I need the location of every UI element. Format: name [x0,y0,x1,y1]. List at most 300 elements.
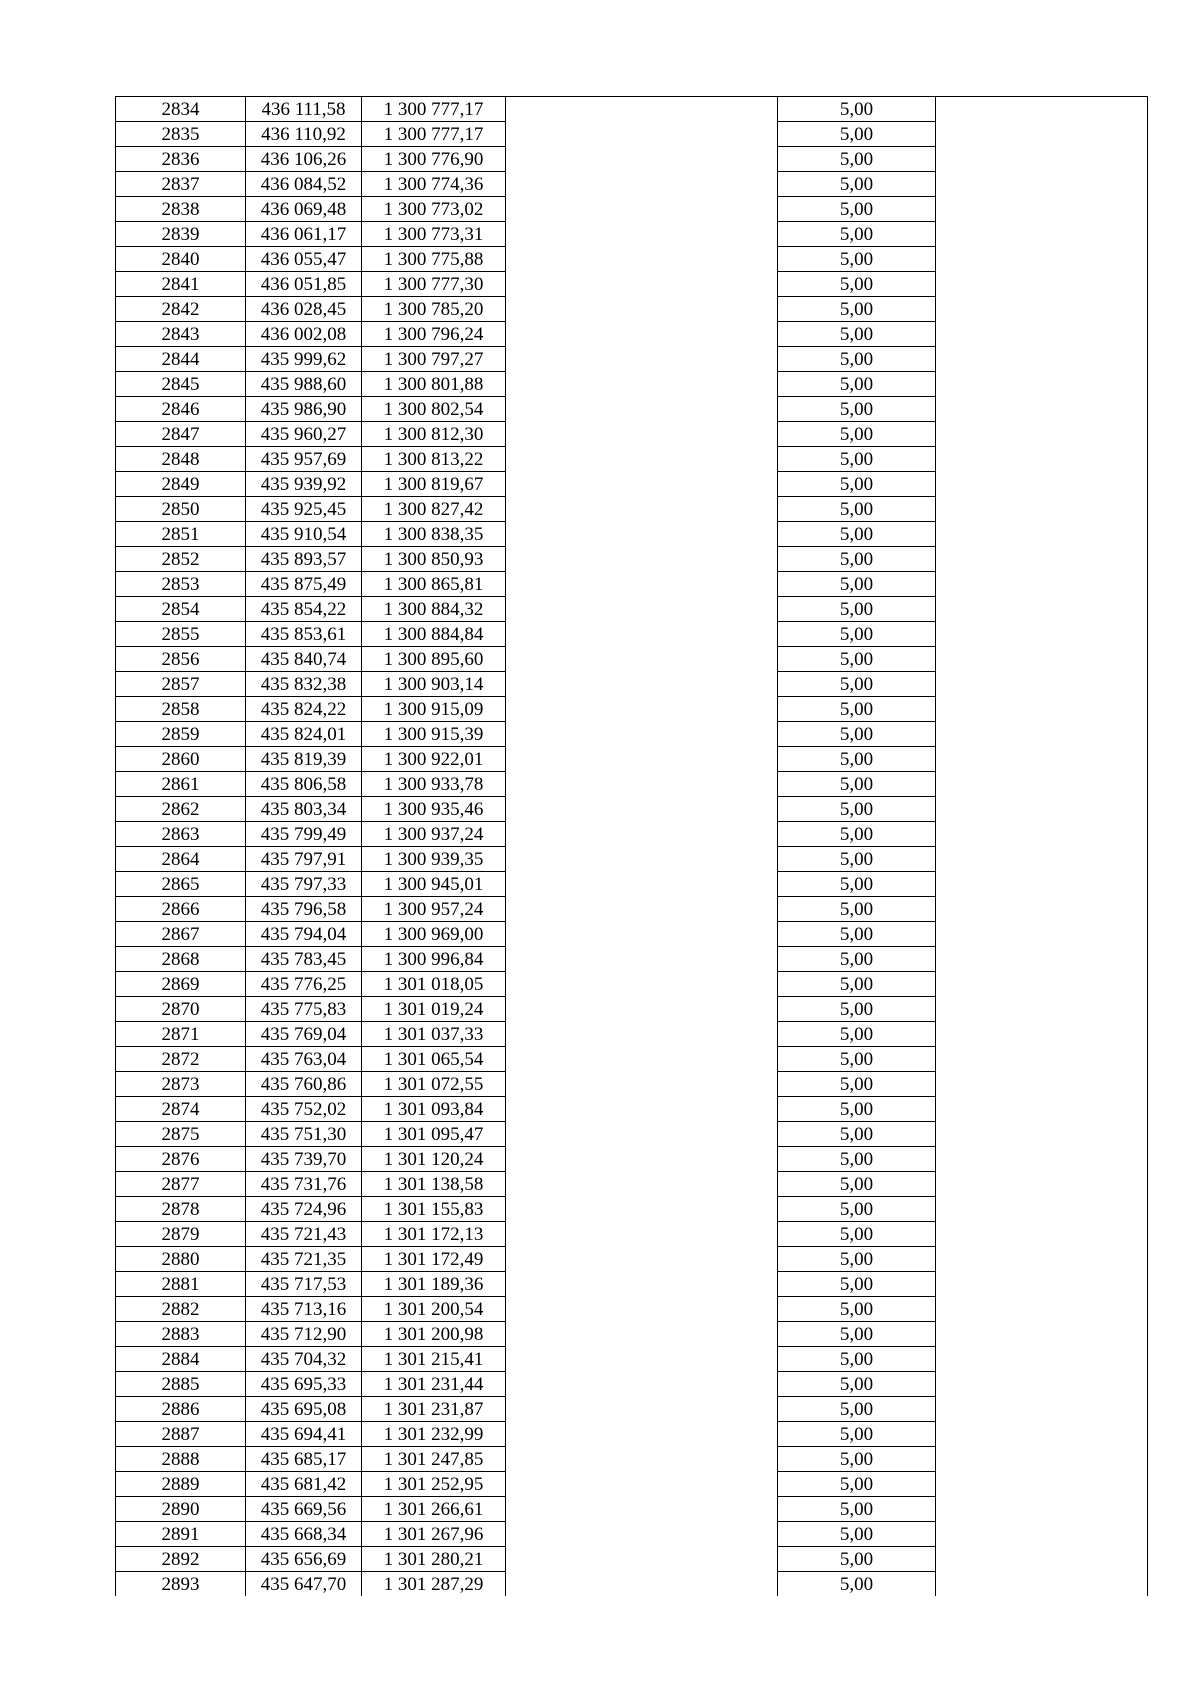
description-cell [506,647,778,672]
note-cell [936,1422,1148,1447]
table-row [116,822,1148,847]
point-number-cell: 2852 [116,547,246,572]
accuracy-cell: 5,00 [778,222,936,247]
table-row [116,422,1148,447]
x-coordinate-cell: 435 824,22 [246,697,362,722]
table-row [116,997,1148,1022]
point-number-cell: 2863 [116,822,246,847]
table-row [116,572,1148,597]
description-cell [506,1547,778,1572]
point-number-cell: 2890 [116,1497,246,1522]
y-coordinate-cell: 1 300 812,30 [362,422,506,447]
y-coordinate-cell: 1 301 019,24 [362,997,506,1022]
x-coordinate-cell: 435 957,69 [246,447,362,472]
x-coordinate-cell: 435 694,41 [246,1422,362,1447]
note-cell [936,522,1148,547]
accuracy-cell: 5,00 [778,1522,936,1547]
accuracy-cell: 5,00 [778,822,936,847]
note-cell [936,497,1148,522]
point-number-cell: 2849 [116,472,246,497]
table-row [116,1197,1148,1222]
point-number-cell: 2851 [116,522,246,547]
point-number-cell: 2893 [116,1572,246,1597]
y-coordinate-cell: 1 301 266,61 [362,1497,506,1522]
description-cell [506,1022,778,1047]
note-cell [936,1122,1148,1147]
x-coordinate-cell: 435 656,69 [246,1547,362,1572]
accuracy-cell: 5,00 [778,797,936,822]
description-cell [506,222,778,247]
accuracy-cell: 5,00 [778,1547,936,1572]
x-coordinate-cell: 435 925,45 [246,497,362,522]
x-coordinate-cell: 435 752,02 [246,1097,362,1122]
y-coordinate-cell: 1 301 095,47 [362,1122,506,1147]
note-cell [936,572,1148,597]
y-coordinate-cell: 1 300 777,30 [362,272,506,297]
x-coordinate-cell: 435 960,27 [246,422,362,447]
note-cell [936,1497,1148,1522]
note-cell [936,1347,1148,1372]
accuracy-cell: 5,00 [778,397,936,422]
x-coordinate-cell: 435 799,49 [246,822,362,847]
table-row [116,1497,1148,1522]
table-row [116,247,1148,272]
point-number-cell: 2840 [116,247,246,272]
note-cell [936,397,1148,422]
point-number-cell: 2850 [116,497,246,522]
point-number-cell: 2867 [116,922,246,947]
y-coordinate-cell: 1 301 172,49 [362,1247,506,1272]
point-number-cell: 2857 [116,672,246,697]
note-cell [936,1047,1148,1072]
point-number-cell: 2876 [116,1147,246,1172]
table-row [116,472,1148,497]
accuracy-cell: 5,00 [778,1447,936,1472]
note-cell [936,1097,1148,1122]
accuracy-cell: 5,00 [778,1122,936,1147]
point-number-cell: 2856 [116,647,246,672]
description-cell [506,497,778,522]
description-cell [506,872,778,897]
description-cell [506,997,778,1022]
description-cell [506,1322,778,1347]
description-cell [506,747,778,772]
note-cell [936,647,1148,672]
accuracy-cell: 5,00 [778,97,936,122]
description-cell [506,147,778,172]
x-coordinate-cell: 435 824,01 [246,722,362,747]
accuracy-cell: 5,00 [778,1147,936,1172]
point-number-cell: 2869 [116,972,246,997]
note-cell [936,972,1148,997]
description-cell [506,1347,778,1372]
description-cell [506,247,778,272]
y-coordinate-cell: 1 300 785,20 [362,297,506,322]
note-cell [936,247,1148,272]
accuracy-cell: 5,00 [778,372,936,397]
x-coordinate-cell: 436 051,85 [246,272,362,297]
table-row [116,122,1148,147]
accuracy-cell: 5,00 [778,1422,936,1447]
x-coordinate-cell: 435 854,22 [246,597,362,622]
x-coordinate-cell: 436 110,92 [246,122,362,147]
table-row [116,1072,1148,1097]
x-coordinate-cell: 435 803,34 [246,797,362,822]
table-row [116,1047,1148,1072]
point-number-cell: 2880 [116,1247,246,1272]
table-row [116,547,1148,572]
accuracy-cell: 5,00 [778,197,936,222]
description-cell [506,1147,778,1172]
table-row [116,97,1148,122]
point-number-cell: 2866 [116,897,246,922]
table-row [116,722,1148,747]
description-cell [506,922,778,947]
y-coordinate-cell: 1 300 922,01 [362,747,506,772]
y-coordinate-cell: 1 300 838,35 [362,522,506,547]
x-coordinate-cell: 435 695,33 [246,1372,362,1397]
description-cell [506,822,778,847]
point-number-cell: 2870 [116,997,246,1022]
description-cell [506,1222,778,1247]
y-coordinate-cell: 1 300 884,84 [362,622,506,647]
accuracy-cell: 5,00 [778,1497,936,1522]
note-cell [936,422,1148,447]
table-row [116,1572,1148,1597]
y-coordinate-cell: 1 300 957,24 [362,897,506,922]
point-number-cell: 2879 [116,1222,246,1247]
description-cell [506,1122,778,1147]
description-cell [506,722,778,747]
point-number-cell: 2860 [116,747,246,772]
point-number-cell: 2854 [116,597,246,622]
note-cell [936,1147,1148,1172]
accuracy-cell: 5,00 [778,1322,936,1347]
accuracy-cell: 5,00 [778,122,936,147]
point-number-cell: 2875 [116,1122,246,1147]
point-number-cell: 2862 [116,797,246,822]
description-cell [506,1372,778,1397]
accuracy-cell: 5,00 [778,1347,936,1372]
note-cell [936,1322,1148,1347]
accuracy-cell: 5,00 [778,447,936,472]
y-coordinate-cell: 1 301 065,54 [362,1047,506,1072]
table-row [116,1022,1148,1047]
accuracy-cell: 5,00 [778,697,936,722]
table-row [116,672,1148,697]
y-coordinate-cell: 1 301 215,41 [362,1347,506,1372]
accuracy-cell: 5,00 [778,322,936,347]
x-coordinate-cell: 435 647,70 [246,1572,362,1597]
y-coordinate-cell: 1 300 797,27 [362,347,506,372]
accuracy-cell: 5,00 [778,847,936,872]
y-coordinate-cell: 1 301 267,96 [362,1522,506,1547]
y-coordinate-cell: 1 300 774,36 [362,172,506,197]
y-coordinate-cell: 1 300 850,93 [362,547,506,572]
accuracy-cell: 5,00 [778,1247,936,1272]
accuracy-cell: 5,00 [778,247,936,272]
table-row [116,1472,1148,1497]
note-cell [936,1022,1148,1047]
y-coordinate-cell: 1 301 287,29 [362,1572,506,1597]
table-row [116,1522,1148,1547]
point-number-cell: 2883 [116,1322,246,1347]
y-coordinate-cell: 1 300 945,01 [362,872,506,897]
y-coordinate-cell: 1 301 231,44 [362,1372,506,1397]
note-cell [936,1247,1148,1272]
description-cell [506,572,778,597]
note-cell [936,122,1148,147]
note-cell [936,747,1148,772]
table-row [116,1322,1148,1347]
x-coordinate-cell: 435 832,38 [246,672,362,697]
point-number-cell: 2891 [116,1522,246,1547]
accuracy-cell: 5,00 [778,347,936,372]
point-number-cell: 2878 [116,1197,246,1222]
table-row [116,1147,1148,1172]
table-row [116,1297,1148,1322]
accuracy-cell: 5,00 [778,947,936,972]
y-coordinate-cell: 1 300 903,14 [362,672,506,697]
y-coordinate-cell: 1 300 801,88 [362,372,506,397]
point-number-cell: 2836 [116,147,246,172]
x-coordinate-cell: 436 084,52 [246,172,362,197]
note-cell [936,272,1148,297]
table-row [116,797,1148,822]
x-coordinate-cell: 435 763,04 [246,1047,362,1072]
x-coordinate-cell: 435 717,53 [246,1272,362,1297]
table-row [116,1097,1148,1122]
accuracy-cell: 5,00 [778,547,936,572]
accuracy-cell: 5,00 [778,522,936,547]
note-cell [936,1397,1148,1422]
accuracy-cell: 5,00 [778,922,936,947]
description-cell [506,1197,778,1222]
point-number-cell: 2861 [116,772,246,797]
accuracy-cell: 5,00 [778,572,936,597]
y-coordinate-cell: 1 300 777,17 [362,122,506,147]
point-number-cell: 2889 [116,1472,246,1497]
accuracy-cell: 5,00 [778,147,936,172]
y-coordinate-cell: 1 300 827,42 [362,497,506,522]
y-coordinate-cell: 1 300 773,02 [362,197,506,222]
note-cell [936,1272,1148,1297]
point-number-cell: 2872 [116,1047,246,1072]
y-coordinate-cell: 1 300 777,17 [362,97,506,122]
note-cell [936,1172,1148,1197]
accuracy-cell: 5,00 [778,297,936,322]
point-number-cell: 2858 [116,697,246,722]
accuracy-cell: 5,00 [778,497,936,522]
accuracy-cell: 5,00 [778,672,936,697]
coordinates-table [115,96,1148,1596]
y-coordinate-cell: 1 300 935,46 [362,797,506,822]
note-cell [936,1372,1148,1397]
note-cell [936,1297,1148,1322]
x-coordinate-cell: 435 724,96 [246,1197,362,1222]
x-coordinate-cell: 435 794,04 [246,922,362,947]
y-coordinate-cell: 1 301 200,54 [362,1297,506,1322]
accuracy-cell: 5,00 [778,872,936,897]
note-cell [936,322,1148,347]
description-cell [506,1472,778,1497]
point-number-cell: 2853 [116,572,246,597]
table-row [116,1397,1148,1422]
table-row [116,347,1148,372]
y-coordinate-cell: 1 300 775,88 [362,247,506,272]
note-cell [936,822,1148,847]
description-cell [506,947,778,972]
table-row [116,147,1148,172]
table-row [116,1347,1148,1372]
description-cell [506,297,778,322]
description-cell [506,972,778,997]
x-coordinate-cell: 435 695,08 [246,1397,362,1422]
accuracy-cell: 5,00 [778,422,936,447]
point-number-cell: 2873 [116,1072,246,1097]
note-cell [936,1522,1148,1547]
note-cell [936,597,1148,622]
table-row [116,772,1148,797]
table-row [116,1372,1148,1397]
y-coordinate-cell: 1 301 072,55 [362,1072,506,1097]
description-cell [506,547,778,572]
note-cell [936,672,1148,697]
y-coordinate-cell: 1 301 172,13 [362,1222,506,1247]
accuracy-cell: 5,00 [778,172,936,197]
x-coordinate-cell: 435 875,49 [246,572,362,597]
x-coordinate-cell: 435 988,60 [246,372,362,397]
x-coordinate-cell: 435 721,43 [246,1222,362,1247]
point-number-cell: 2886 [116,1397,246,1422]
description-cell [506,697,778,722]
x-coordinate-cell: 435 769,04 [246,1022,362,1047]
x-coordinate-cell: 435 685,17 [246,1447,362,1472]
point-number-cell: 2885 [116,1372,246,1397]
table-row [116,372,1148,397]
x-coordinate-cell: 435 986,90 [246,397,362,422]
note-cell [936,222,1148,247]
table-row [116,1547,1148,1572]
description-cell [506,397,778,422]
x-coordinate-cell: 435 910,54 [246,522,362,547]
description-cell [506,422,778,447]
y-coordinate-cell: 1 300 796,24 [362,322,506,347]
note-cell [936,1472,1148,1497]
accuracy-cell: 5,00 [778,972,936,997]
note-cell [936,1072,1148,1097]
x-coordinate-cell: 436 069,48 [246,197,362,222]
description-cell [506,797,778,822]
table-row [116,397,1148,422]
y-coordinate-cell: 1 300 773,31 [362,222,506,247]
y-coordinate-cell: 1 300 884,32 [362,597,506,622]
description-cell [506,322,778,347]
y-coordinate-cell: 1 300 915,09 [362,697,506,722]
point-number-cell: 2842 [116,297,246,322]
description-cell [506,347,778,372]
point-number-cell: 2855 [116,622,246,647]
x-coordinate-cell: 435 739,70 [246,1147,362,1172]
x-coordinate-cell: 435 668,34 [246,1522,362,1547]
description-cell [506,1247,778,1272]
note-cell [936,472,1148,497]
x-coordinate-cell: 435 713,16 [246,1297,362,1322]
table-row [116,1447,1148,1472]
table-row [116,197,1148,222]
description-cell [506,272,778,297]
point-number-cell: 2871 [116,1022,246,1047]
accuracy-cell: 5,00 [778,1297,936,1322]
description-cell [506,622,778,647]
description-cell [506,1097,778,1122]
note-cell [936,172,1148,197]
note-cell [936,997,1148,1022]
description-cell [506,372,778,397]
x-coordinate-cell: 435 939,92 [246,472,362,497]
point-number-cell: 2865 [116,872,246,897]
table-row [116,597,1148,622]
y-coordinate-cell: 1 300 937,24 [362,822,506,847]
accuracy-cell: 5,00 [778,1222,936,1247]
table-row [116,447,1148,472]
accuracy-cell: 5,00 [778,897,936,922]
accuracy-cell: 5,00 [778,1172,936,1197]
note-cell [936,1572,1148,1597]
note-cell [936,697,1148,722]
point-number-cell: 2846 [116,397,246,422]
description-cell [506,1572,778,1597]
y-coordinate-cell: 1 301 155,83 [362,1197,506,1222]
accuracy-cell: 5,00 [778,597,936,622]
point-number-cell: 2868 [116,947,246,972]
x-coordinate-cell: 435 796,58 [246,897,362,922]
table-row [116,222,1148,247]
accuracy-cell: 5,00 [778,1397,936,1422]
x-coordinate-cell: 435 751,30 [246,1122,362,1147]
x-coordinate-cell: 436 055,47 [246,247,362,272]
coordinates-table-body [116,97,1148,1597]
description-cell [506,472,778,497]
point-number-cell: 2841 [116,272,246,297]
note-cell [936,622,1148,647]
table-row [116,1172,1148,1197]
y-coordinate-cell: 1 300 819,67 [362,472,506,497]
y-coordinate-cell: 1 300 802,54 [362,397,506,422]
table-row [116,497,1148,522]
description-cell [506,197,778,222]
point-number-cell: 2888 [116,1447,246,1472]
point-number-cell: 2882 [116,1297,246,1322]
accuracy-cell: 5,00 [778,1022,936,1047]
note-cell [936,1222,1148,1247]
accuracy-cell: 5,00 [778,1097,936,1122]
y-coordinate-cell: 1 301 200,98 [362,1322,506,1347]
x-coordinate-cell: 436 028,45 [246,297,362,322]
point-number-cell: 2874 [116,1097,246,1122]
description-cell [506,1497,778,1522]
table-row [116,272,1148,297]
table-row [116,1122,1148,1147]
description-cell [506,1172,778,1197]
description-cell [506,1297,778,1322]
description-cell [506,447,778,472]
y-coordinate-cell: 1 301 280,21 [362,1547,506,1572]
point-number-cell: 2837 [116,172,246,197]
note-cell [936,1197,1148,1222]
accuracy-cell: 5,00 [778,1472,936,1497]
accuracy-cell: 5,00 [778,1272,936,1297]
